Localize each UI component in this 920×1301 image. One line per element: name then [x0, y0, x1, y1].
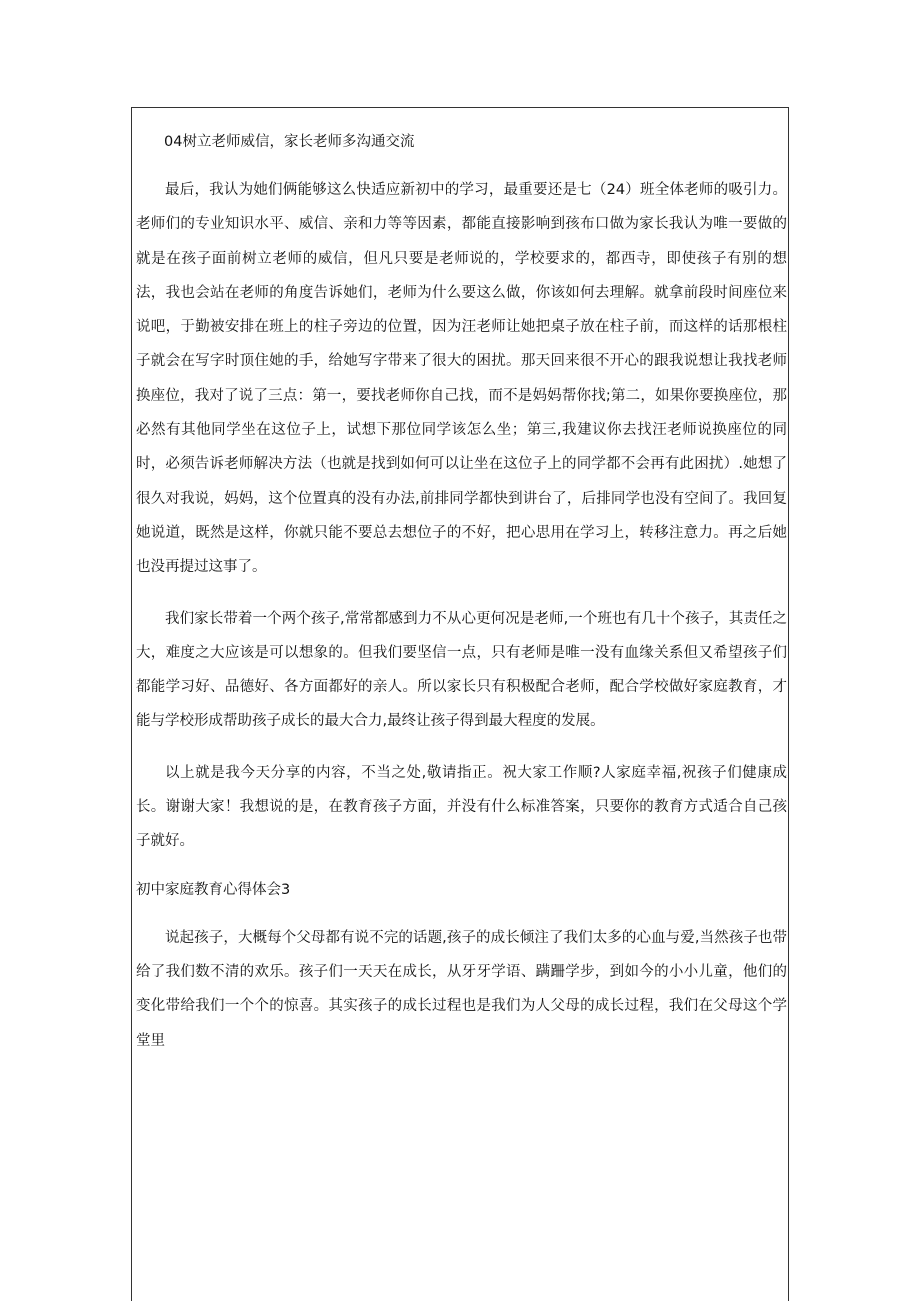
paragraph-parents-cooperate: 我们家长带着一个两个孩子,常常都感到力不从心更何况是老师,一个班也有几十个孩子，其责任之大，难度之大应该是可以想象的。但我们要坚信一点，只有老师是唯一没有血缘关系但又希望孩子们都能学习好、品德好、各方面都好的亲人。所以家长只有积极配合老师，配合学校做好家庭教育，才能与学校形成帮助孩子成长的最大合力,最终让孩子得到最大程度的发展。	[136, 610, 787, 730]
section-heading-trust-teachers: 04树立老师威信，家长老师多沟通交流	[164, 134, 415, 150]
paragraph-about-children: 说起孩子，大概每个父母都有说不完的话题,孩子的成长倾注了我们太多的心血与爱,当然孩子也带给了我们数不清的欢乐。孩子们一天天在成长，从牙牙学语、蹒跚学步，到如今的小小儿童，他们的变化带给我们一个个的惊喜。其实孩子的成长过程也是我们为人父母的成长过程，我们在父母这个学堂里	[136, 929, 787, 1049]
document-body	[136, 128, 787, 1058]
section-heading-experience-3: 初中家庭教育心得体会3	[136, 881, 291, 898]
paragraph-closing-remarks: 以上就是我今天分享的内容，不当之处,敬请指正。祝大家工作顺?人家庭幸福,祝孩子们健康成长。谢谢大家！我想说的是，在教育孩子方面，并没有什么标准答案，只要你的教育方式适合自己孩子就好。	[136, 764, 787, 850]
paragraph-teacher-authority: 最后，我认为她们俩能够这么快适应新初中的学习，最重要还是七（24）班全体老师的吸引力。老师们的专业知识水平、威信、亲和力等等因素，都能直接影响到孩布口做为家长我认为唯一要做的就是在孩子面前树立老师的威信，但凡只要是老师说的，学校要求的，都西寺，即使孩子有别的想法，我也会站在老师的角度告诉她们，老师为什么要这么做，你该如何去理解。就拿前段时间座位来说吧，于勤被安排在班上的柱子旁边的位置，因为汪老师让她把桌子放在柱子前，而这样的话那根柱子就会在写字时顶住她的手，给她写字带来了很大的困扰。那天回来很不开心的跟我说想让我找老师换座位，我对了说了三点：第一，要找老师你自己找，而不是妈妈帮你找;第二，如果你要换座位，那必然有其他同学坐在这位子上，试想下那位同学该怎么坐；第三,我建议你去找汪老师说换座位的同时，必须告诉老师解决方法（也就是找到如何可以让坐在这位子上的同学都不会再有此困扰）.她想了很久对我说，妈妈，这个位置真的没有办法,前排同学都快到讲台了，后排同学也没有空间了。我回复她说道，既然是这样，你就只能不要总去想位子的不好，把心思用在学习上，转移注意力。再之后她也没再提过这事了。	[136, 182, 787, 576]
